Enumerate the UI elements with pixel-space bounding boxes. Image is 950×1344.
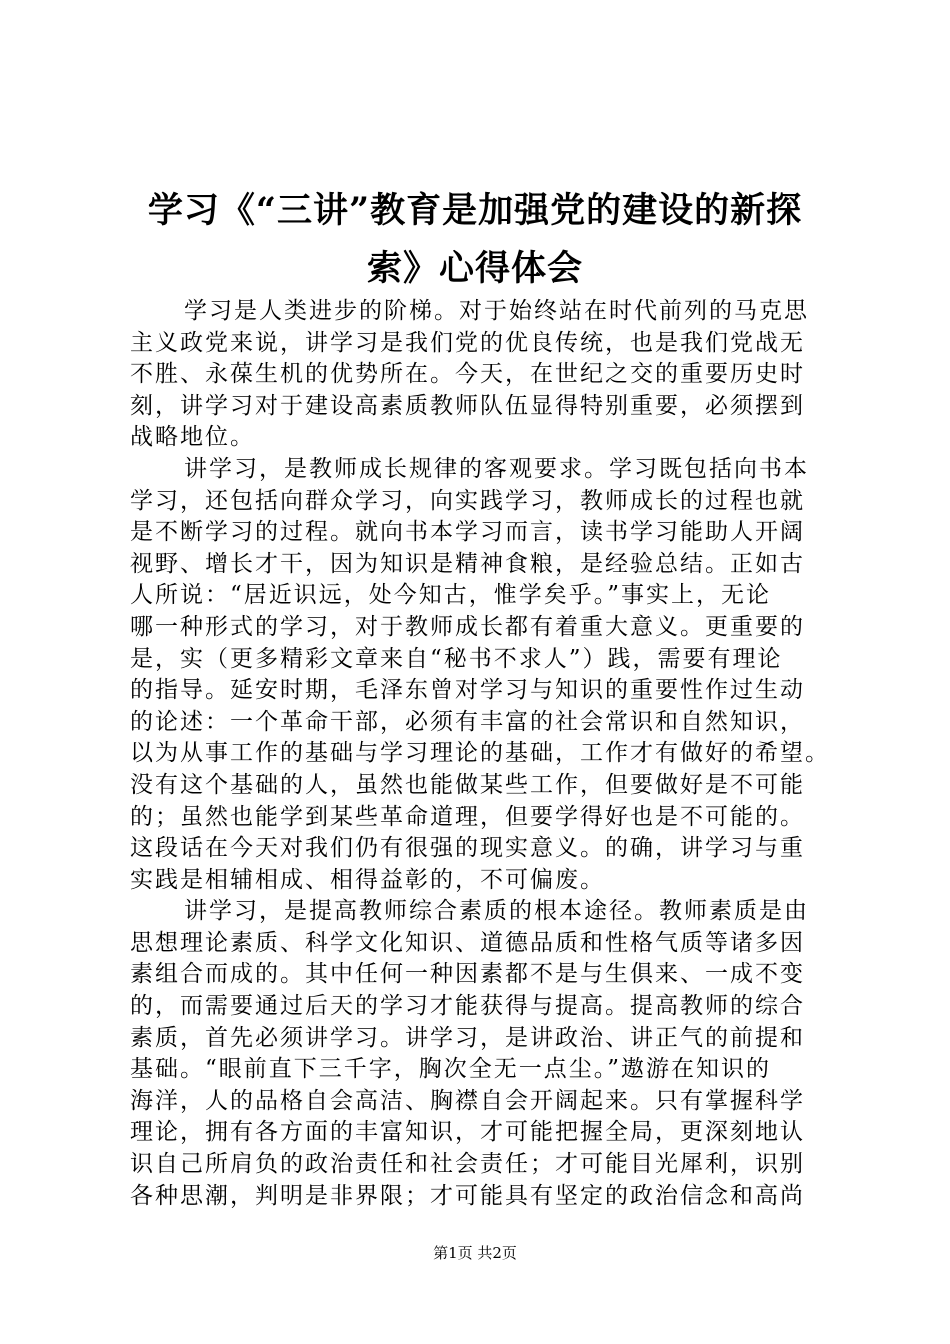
paragraph-line: 学习是人类进步的阶梯。对于始终站在时代前列的马克思 bbox=[184, 298, 809, 324]
paragraph-line: 讲学习，是提高教师综合素质的根本途径。教师素质是由 bbox=[184, 898, 809, 925]
paragraph-line: 素质，首先必须讲学习。讲学习，是讲政治、讲正气的前提和 bbox=[130, 1024, 805, 1051]
paragraph-line: 思想理论素质、科学文化知识、道德品质和性格气质等诸多因 bbox=[130, 929, 805, 956]
paragraph-line: 这段话在今天对我们仍有很强的现实意义。的确，讲学习与重 bbox=[130, 835, 805, 862]
paragraph-line: 哪一种形式的学习，对于教师成长都有着重大意义。更重要的 bbox=[130, 613, 805, 640]
paragraph-line: 没有这个基础的人，虽然也能做某些工作，但要做好是不可能 bbox=[130, 771, 805, 798]
paragraph-line: 理论，拥有各方面的丰富知识，才可能把握全局，更深刻地认 bbox=[130, 1119, 805, 1146]
paragraph-line: 人所说：“居近识远，处今知古，惟学矣乎。”事实上，无论 bbox=[130, 582, 772, 609]
paragraph-line: 以为从事工作的基础与学习理论的基础，工作才有做好的希望。 bbox=[130, 740, 830, 767]
paragraph-line: 主义政党来说，讲学习是我们党的优良传统，也是我们党战无 bbox=[130, 329, 805, 356]
paragraph-line: 讲学习，是教师成长规律的客观要求。学习既包括向书本 bbox=[184, 455, 809, 482]
paragraph-line: 学习，还包括向群众学习，向实践学习，教师成长的过程也就 bbox=[130, 487, 805, 514]
paragraph-line: 基础。“眼前直下三千字，胸次全无一点尘。”遨游在知识的 bbox=[130, 1056, 772, 1083]
paragraph-line: 不胜、永葆生机的优势所在。今天，在世纪之交的重要历史时 bbox=[130, 361, 805, 388]
title-line-1: 学习《“三讲”教育是加强党的建设的新探 bbox=[147, 190, 803, 231]
body-paragraph bbox=[130, 296, 830, 454]
page-footer: 第1页 共2页 bbox=[433, 1244, 517, 1262]
paragraph-line: 视野、增长才干，因为知识是精神食粮，是经验总结。正如古 bbox=[130, 550, 805, 577]
document-body bbox=[130, 296, 830, 1212]
paragraph-line: 的；虽然也能学到某些革命道理，但要学得好也是不可能的。 bbox=[130, 803, 805, 830]
document-title bbox=[120, 182, 830, 298]
body-paragraph bbox=[130, 896, 830, 1212]
paragraph-line: 各种思潮，判明是非界限；才可能具有坚定的政治信念和高尚 bbox=[130, 1182, 805, 1209]
paragraph-line: 素组合而成的。其中任何一种因素都不是与生俱来、一成不变 bbox=[130, 961, 805, 988]
paragraph-line: 的指导。延安时期，毛泽东曾对学习与知识的重要性作过生动 bbox=[130, 677, 805, 704]
paragraph-line: 是，实（更多精彩文章来自“秘书不求人”）践，需要有理论 bbox=[130, 645, 783, 672]
paragraph-line: 海洋，人的品格自会高洁、胸襟自会开阔起来。只有掌握科学 bbox=[130, 1087, 805, 1114]
paragraph-line: 刻，讲学习对于建设高素质教师队伍显得特别重要，必须摆到 bbox=[130, 392, 805, 419]
body-paragraph bbox=[130, 454, 830, 896]
paragraph-line: 实践是相辅相成、相得益彰的，不可偏废。 bbox=[130, 866, 605, 893]
paragraph-line: 战略地位。 bbox=[130, 424, 255, 451]
paragraph-line: 识自己所肩负的政治责任和社会责任；才可能目光犀利，识别 bbox=[130, 1151, 805, 1178]
title-line-2: 索》心得体会 bbox=[366, 248, 583, 289]
paragraph-line: 的论述：一个革命干部，必须有丰富的社会常识和自然知识， bbox=[130, 708, 805, 735]
paragraph-line: 的，而需要通过后天的学习才能获得与提高。提高教师的综合 bbox=[130, 993, 805, 1020]
paragraph-line: 是不断学习的过程。就向书本学习而言，读书学习能助人开阔 bbox=[130, 519, 805, 546]
